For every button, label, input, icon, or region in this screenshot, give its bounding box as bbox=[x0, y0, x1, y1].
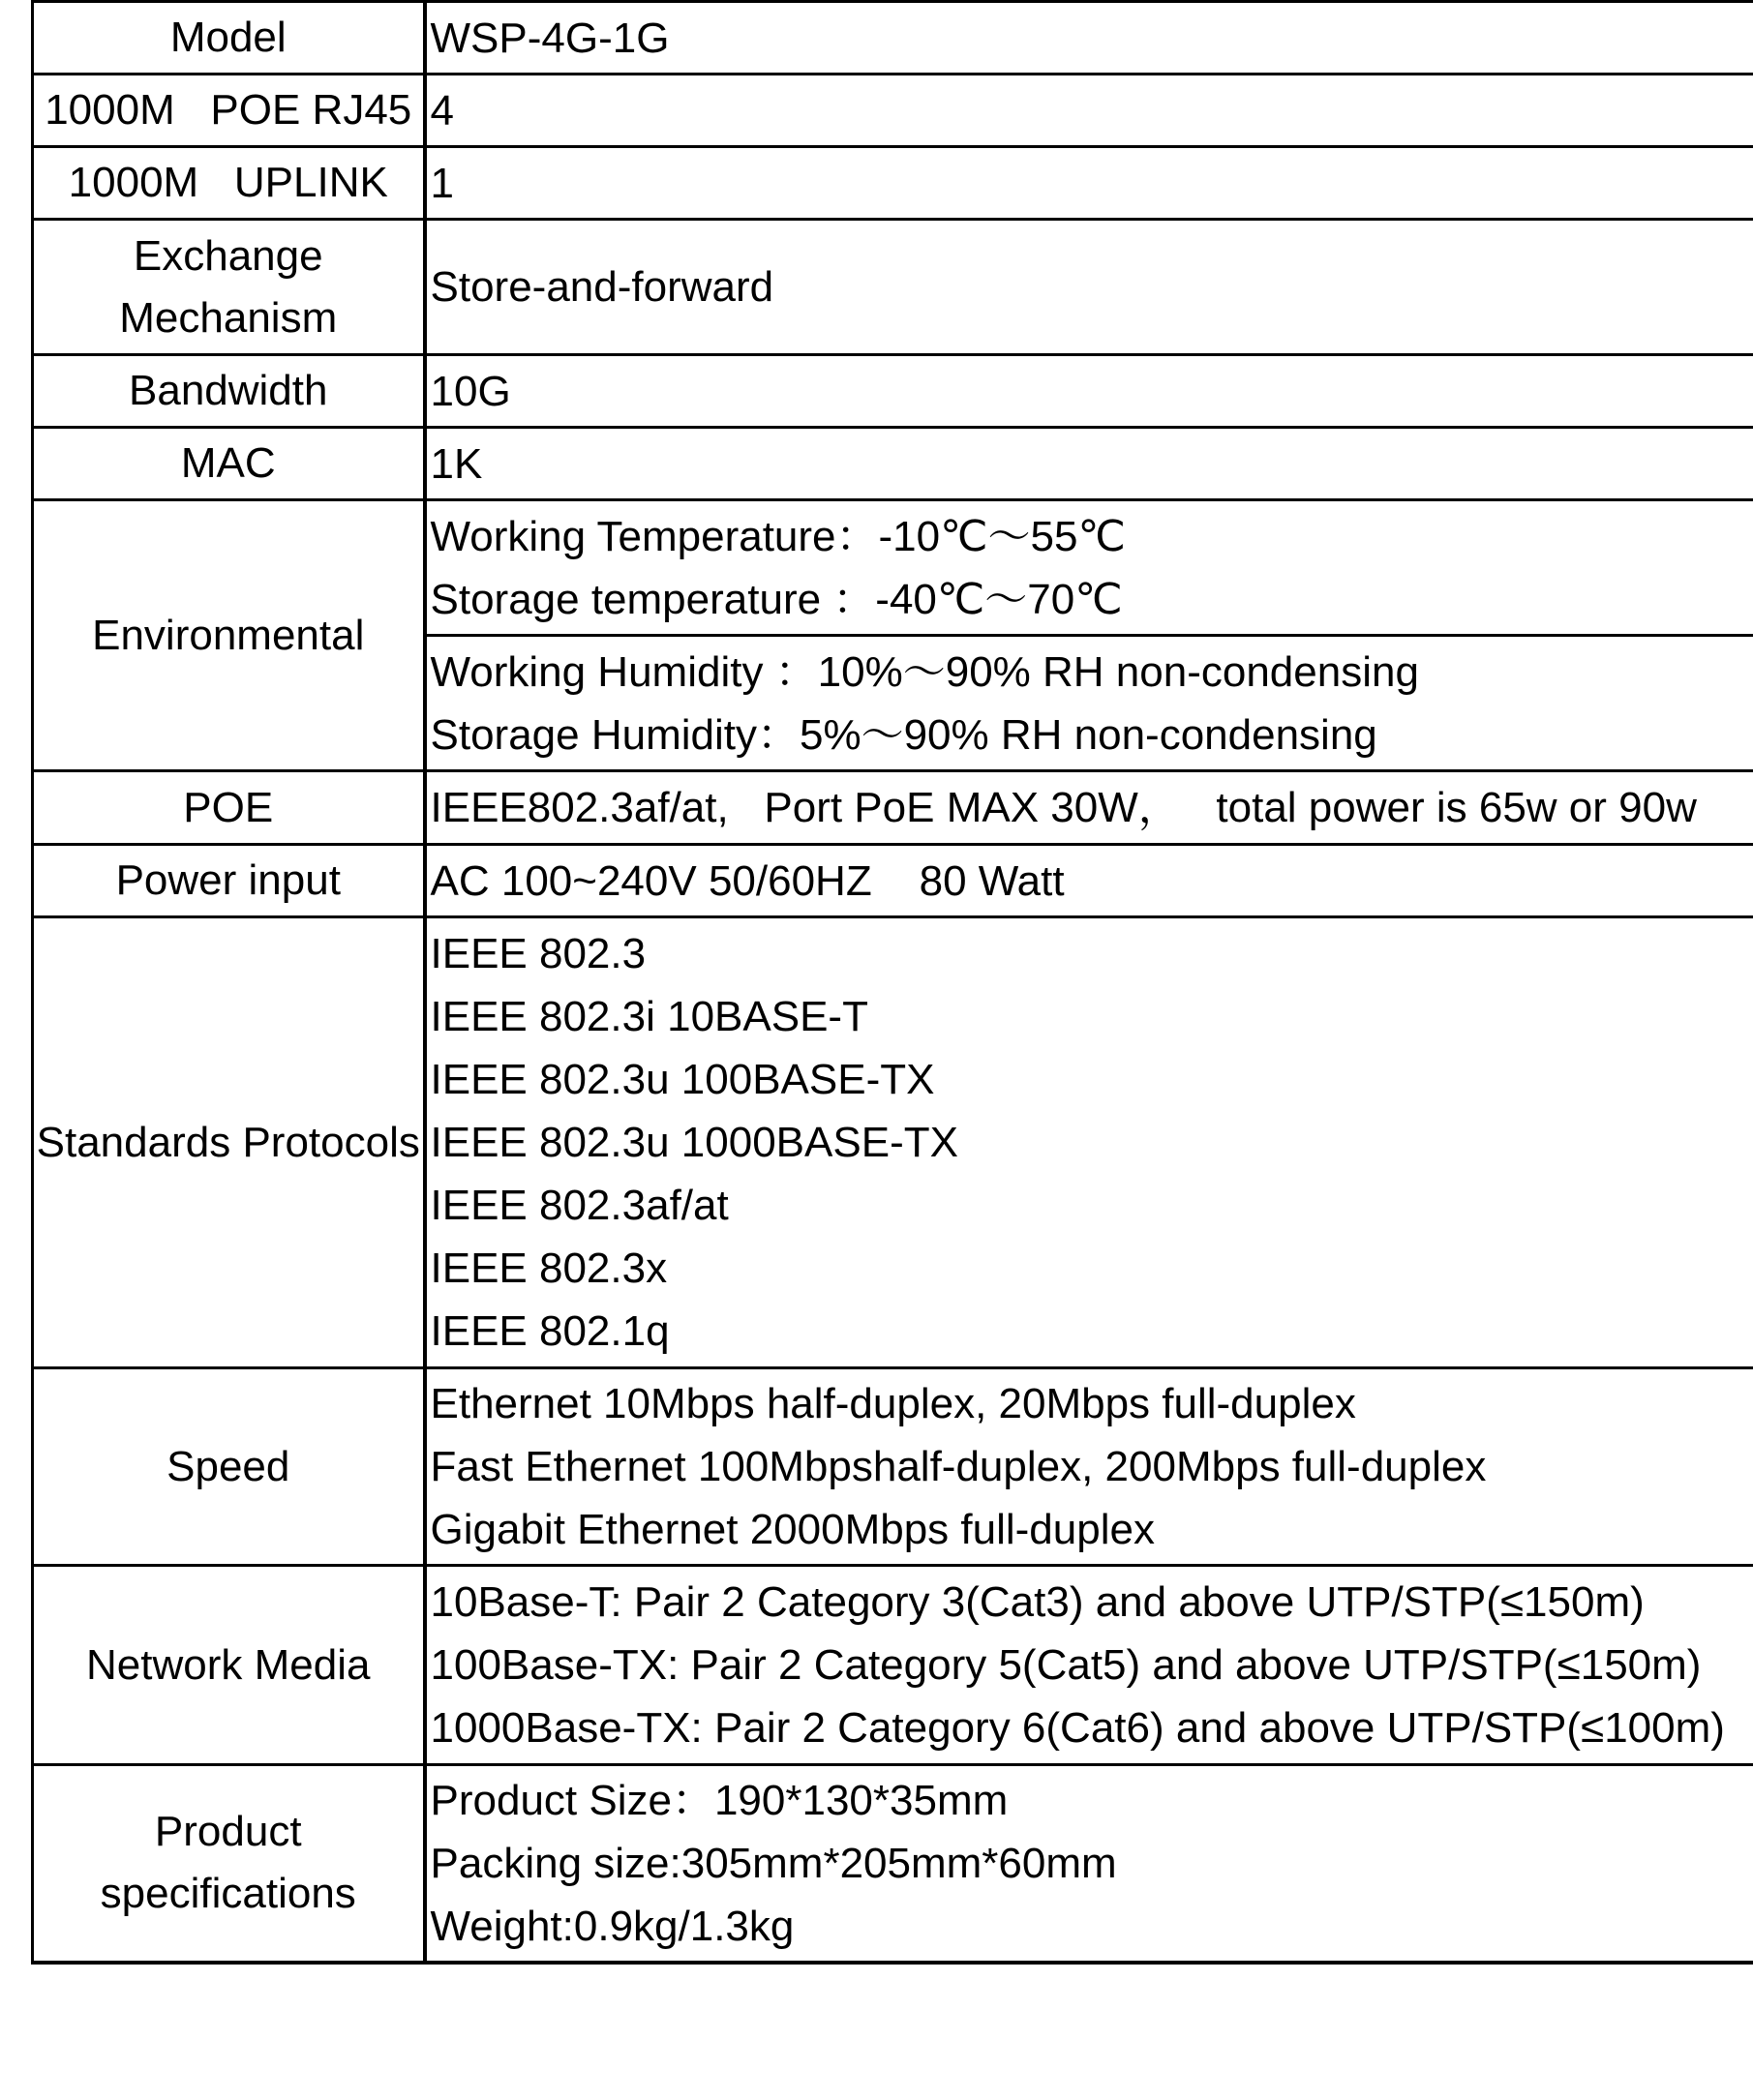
value-line: Gigabit Ethernet 2000Mbps full-duplex bbox=[430, 1506, 1155, 1553]
table-row-environmental-temperature bbox=[33, 500, 1753, 636]
row-label bbox=[33, 147, 425, 220]
row-value bbox=[425, 636, 1753, 771]
value-line: IEEE 802.1q bbox=[430, 1307, 670, 1355]
label-line: Product bbox=[154, 1808, 302, 1856]
value-line: Weight:0.9kg/1.3kg bbox=[430, 1902, 795, 1950]
value-line: IEEE 802.3 bbox=[430, 930, 647, 977]
row-label bbox=[33, 2, 425, 75]
label-line: Bandwidth bbox=[129, 367, 328, 414]
label-line: POE bbox=[183, 783, 274, 831]
label-line: Speed bbox=[166, 1442, 290, 1490]
value-line: IEEE 802.3x bbox=[430, 1245, 668, 1292]
row-value bbox=[425, 147, 1753, 220]
row-label bbox=[33, 1368, 425, 1566]
table-row-network-media bbox=[33, 1566, 1753, 1765]
table-row-mac bbox=[33, 428, 1753, 500]
value-line: 1K bbox=[430, 439, 483, 488]
value-line: 10Base-T: Pair 2 Category 3(Cat3) and above UTP/STP(≤150m) bbox=[430, 1578, 1645, 1626]
value-line: 4 bbox=[430, 86, 454, 135]
row-label bbox=[33, 428, 425, 500]
value-line: Ethernet 10Mbps half-duplex, 20Mbps full-duplex bbox=[430, 1380, 1356, 1427]
table-row-standards-protocols bbox=[33, 917, 1753, 1368]
label-line: specifications bbox=[100, 1870, 356, 1918]
table-row-poe bbox=[33, 771, 1753, 845]
row-label bbox=[33, 1566, 425, 1765]
value-line: WSP-4G-1G bbox=[430, 14, 670, 62]
table-row-poe-rj45 bbox=[33, 75, 1753, 147]
row-label bbox=[33, 771, 425, 845]
row-value bbox=[425, 500, 1753, 636]
value-line: Storage Humidity：5%～90% RH non-condensing bbox=[430, 710, 1377, 759]
value-line: Product Size：190*130*35mm bbox=[430, 1776, 1009, 1824]
label-line: 1000M POE RJ45 bbox=[45, 86, 412, 134]
table-row-bandwidth bbox=[33, 355, 1753, 428]
table-row-uplink bbox=[33, 147, 1753, 220]
table-row-product-specifications bbox=[33, 1765, 1753, 1963]
value-line: 1 bbox=[430, 159, 454, 207]
value-line: Working Temperature：-10℃～55℃ bbox=[430, 512, 1126, 560]
value-line: Storage temperature ：-40℃～70℃ bbox=[430, 575, 1123, 623]
table-row-speed bbox=[33, 1368, 1753, 1566]
row-value bbox=[425, 771, 1753, 845]
row-label bbox=[33, 75, 425, 147]
table-row-exchange-mechanism bbox=[33, 220, 1753, 355]
row-label bbox=[33, 1765, 425, 1963]
row-label bbox=[33, 917, 425, 1368]
table-row-power-input bbox=[33, 845, 1753, 917]
row-value bbox=[425, 845, 1753, 917]
label-line: Network Media bbox=[86, 1640, 371, 1689]
row-value bbox=[425, 917, 1753, 1368]
value-line: Fast Ethernet 100Mbpshalf-duplex, 200Mbps full-duplex bbox=[430, 1443, 1487, 1490]
value-line: IEEE802.3af/at, Port PoE MAX 30W， total power is 65w or 90w bbox=[430, 784, 1697, 831]
label-line: 1000M UPLINK bbox=[68, 159, 388, 206]
value-line: 1000Base-TX: Pair 2 Category 6(Cat6) and above UTP/STP(≤100m) bbox=[430, 1704, 1725, 1752]
label-line: Model bbox=[169, 14, 287, 61]
value-line: Working Humidity ：10%～90% RH non-condensing bbox=[430, 647, 1419, 696]
row-label bbox=[33, 845, 425, 917]
row-label bbox=[33, 220, 425, 355]
value-line: 100Base-TX: Pair 2 Category 5(Cat5) and above UTP/STP(≤150m) bbox=[430, 1641, 1702, 1689]
row-value bbox=[425, 75, 1753, 147]
row-value bbox=[425, 428, 1753, 500]
value-line: IEEE 802.3u 100BASE-TX bbox=[430, 1056, 935, 1103]
label-line: Standards Protocols bbox=[36, 1118, 420, 1166]
label-line: Mechanism bbox=[119, 293, 338, 342]
label-line: Exchange bbox=[133, 231, 323, 280]
spec-table bbox=[31, 0, 1753, 1965]
row-value bbox=[425, 1765, 1753, 1963]
row-value bbox=[425, 1566, 1753, 1765]
row-value bbox=[425, 355, 1753, 428]
row-label bbox=[33, 355, 425, 428]
table-row-model bbox=[33, 2, 1753, 75]
label-line: MAC bbox=[180, 439, 276, 487]
value-line: IEEE 802.3u 1000BASE-TX bbox=[430, 1119, 958, 1166]
row-value bbox=[425, 1368, 1753, 1566]
value-line: 10G bbox=[430, 367, 511, 415]
label-line: Power input bbox=[115, 856, 341, 904]
value-line: Packing size:305mm*205mm*60mm bbox=[430, 1839, 1117, 1887]
value-line: AC 100~240V 50/60HZ 80 Watt bbox=[430, 856, 1065, 905]
row-label bbox=[33, 500, 425, 771]
label-line: Environmental bbox=[92, 611, 365, 659]
value-line: IEEE 802.3af/at bbox=[430, 1182, 729, 1229]
value-line: IEEE 802.3i 10BASE-T bbox=[430, 993, 868, 1040]
value-line: Store-and-forward bbox=[430, 263, 774, 311]
row-value bbox=[425, 2, 1753, 75]
row-value bbox=[425, 220, 1753, 355]
